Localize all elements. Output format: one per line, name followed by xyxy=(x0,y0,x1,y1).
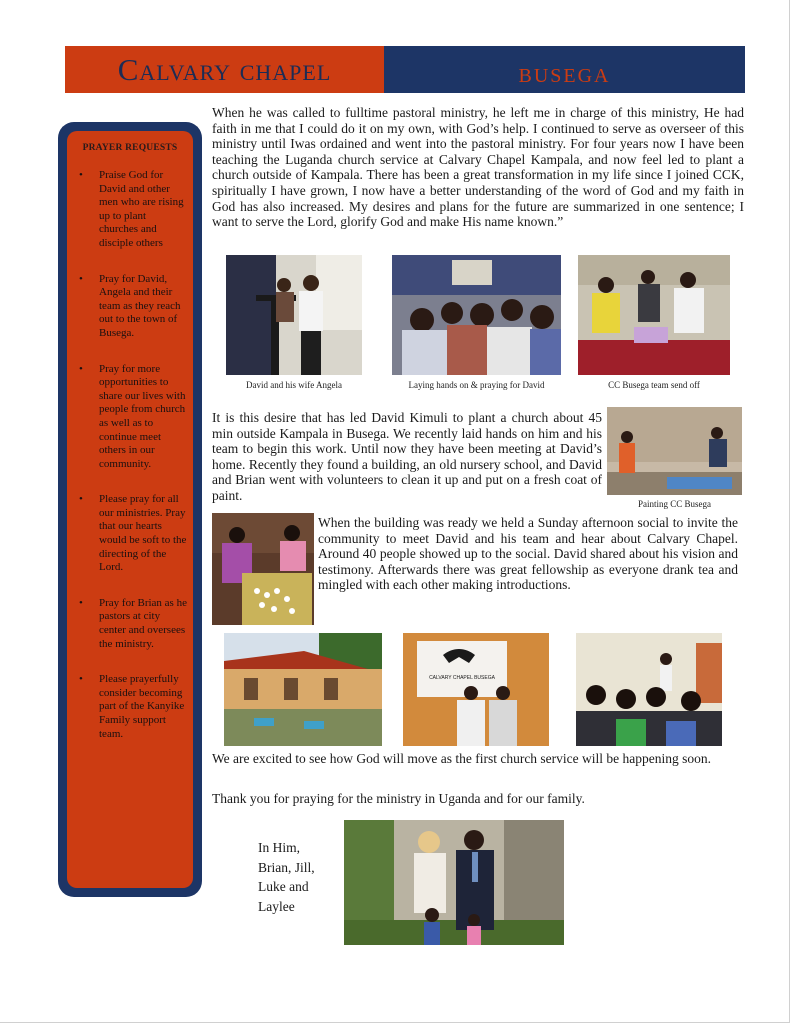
signoff-line: In Him, xyxy=(258,840,300,855)
photo-sign-men xyxy=(403,633,549,746)
sign-text: CALVARY CHAPEL BUSEGA xyxy=(429,675,495,681)
bullet-icon: • xyxy=(79,362,83,375)
signoff xyxy=(258,838,315,916)
prayer-item: • Please prayerfully consider becoming part of the Kanyike Family support team. xyxy=(79,673,185,740)
prayer-item: • Pray for David, Angela and their team as they reach out to the town of Busega. xyxy=(79,272,181,339)
photo-david-angela xyxy=(226,255,362,375)
header-right-panel xyxy=(384,46,745,93)
photo-social-tea xyxy=(212,513,314,625)
story-paragraph-3: When the building was ready we held a Sunday afternoon social to invite the community to meet David and his team and hear about Calvary Chapel. Around 40 people showed up to the social. David shared about his vision and testimony. Afterwards there was great fellowship as everyone drank tea and mingled with each other making introductions. xyxy=(318,515,738,593)
prayer-sidebar xyxy=(58,122,202,897)
signoff-line: Luke and xyxy=(258,879,309,894)
signoff-line: Brian, Jill, xyxy=(258,859,315,875)
prayer-item: • Praise God for David and other men who are rising up to plant churches and disciple others xyxy=(79,169,184,249)
bullet-icon: • xyxy=(79,493,83,506)
header-banner xyxy=(65,46,745,93)
photo-congregation xyxy=(576,633,722,746)
photo-team-send-off xyxy=(578,255,730,375)
header-title-right: busega xyxy=(518,57,611,89)
photo-painting xyxy=(607,407,742,495)
story-paragraph-2: It is this desire that has led David Kimuli to plant a church about 45 min outside Kampala in Busega. We recently laid hands on him and his team to begin this work. Until now they have been meeting at David’s home. Recently they found a building, an old nursery school, and David and Brian went with volunteers to clean it up and put on a fresh coat of paint. xyxy=(212,410,602,503)
bullet-icon: • xyxy=(79,596,83,609)
bullet-icon: • xyxy=(79,272,83,285)
story-paragraph-4: We are excited to see how God will move as the first church service will be happening soon. xyxy=(212,751,712,766)
header-left-panel xyxy=(65,46,384,93)
photo-church-building xyxy=(224,633,382,746)
prayer-item: • Pray for more opportunities to share our lives with people from church as well as to continue meet others in our community. xyxy=(79,362,186,470)
story-paragraph-1: When he was called to fulltime pastoral ministry, he left me in charge of this ministry, He had faith in me that I could do it on my own, with God’s help. I continued to serve as overseer of this ministry until Iwas ordained and went into the pastoral ministry. For four years now I have been teaching the Luganda church service at Calvary Chapel Kampala, and now feel led to plant a church outside of Kampala. There has been a great transformation in my life since I joined CCK, spiritually I have grown, I now have a better understanding of the word of God and my faith in God has also increased. My desires and plans for the future are summarized in one sentence; I want to serve the Lord, glorify God and make His name known.” xyxy=(212,105,744,230)
prayer-sidebar-inner xyxy=(67,131,193,888)
photo-caption: David and his wife Angela xyxy=(246,380,342,390)
prayer-item: • Pray for Brian as he pastors at city center and oversees the ministry. xyxy=(79,596,187,650)
photo-caption: CC Busega team send off xyxy=(608,380,700,390)
story-paragraph-5: Thank you for praying for the ministry in Uganda and for our family. xyxy=(212,791,585,806)
photo-family xyxy=(344,820,564,945)
bullet-icon: • xyxy=(79,673,83,686)
photo-laying-hands xyxy=(392,255,561,375)
photo-caption: Painting CC Busega xyxy=(637,499,711,509)
header-title-left: Calvary chapel xyxy=(117,51,332,87)
photo-caption: Laying hands on & praying for David xyxy=(408,380,545,390)
prayer-requests-title: PRAYER REQUESTS xyxy=(82,143,178,153)
prayer-item: • Please pray for all our ministries. Pray that our hearts would be soft to the directing of the Lord. xyxy=(79,493,187,574)
signoff-line: Laylee xyxy=(258,898,295,914)
bullet-icon: • xyxy=(79,169,83,181)
prayer-list xyxy=(73,169,187,741)
